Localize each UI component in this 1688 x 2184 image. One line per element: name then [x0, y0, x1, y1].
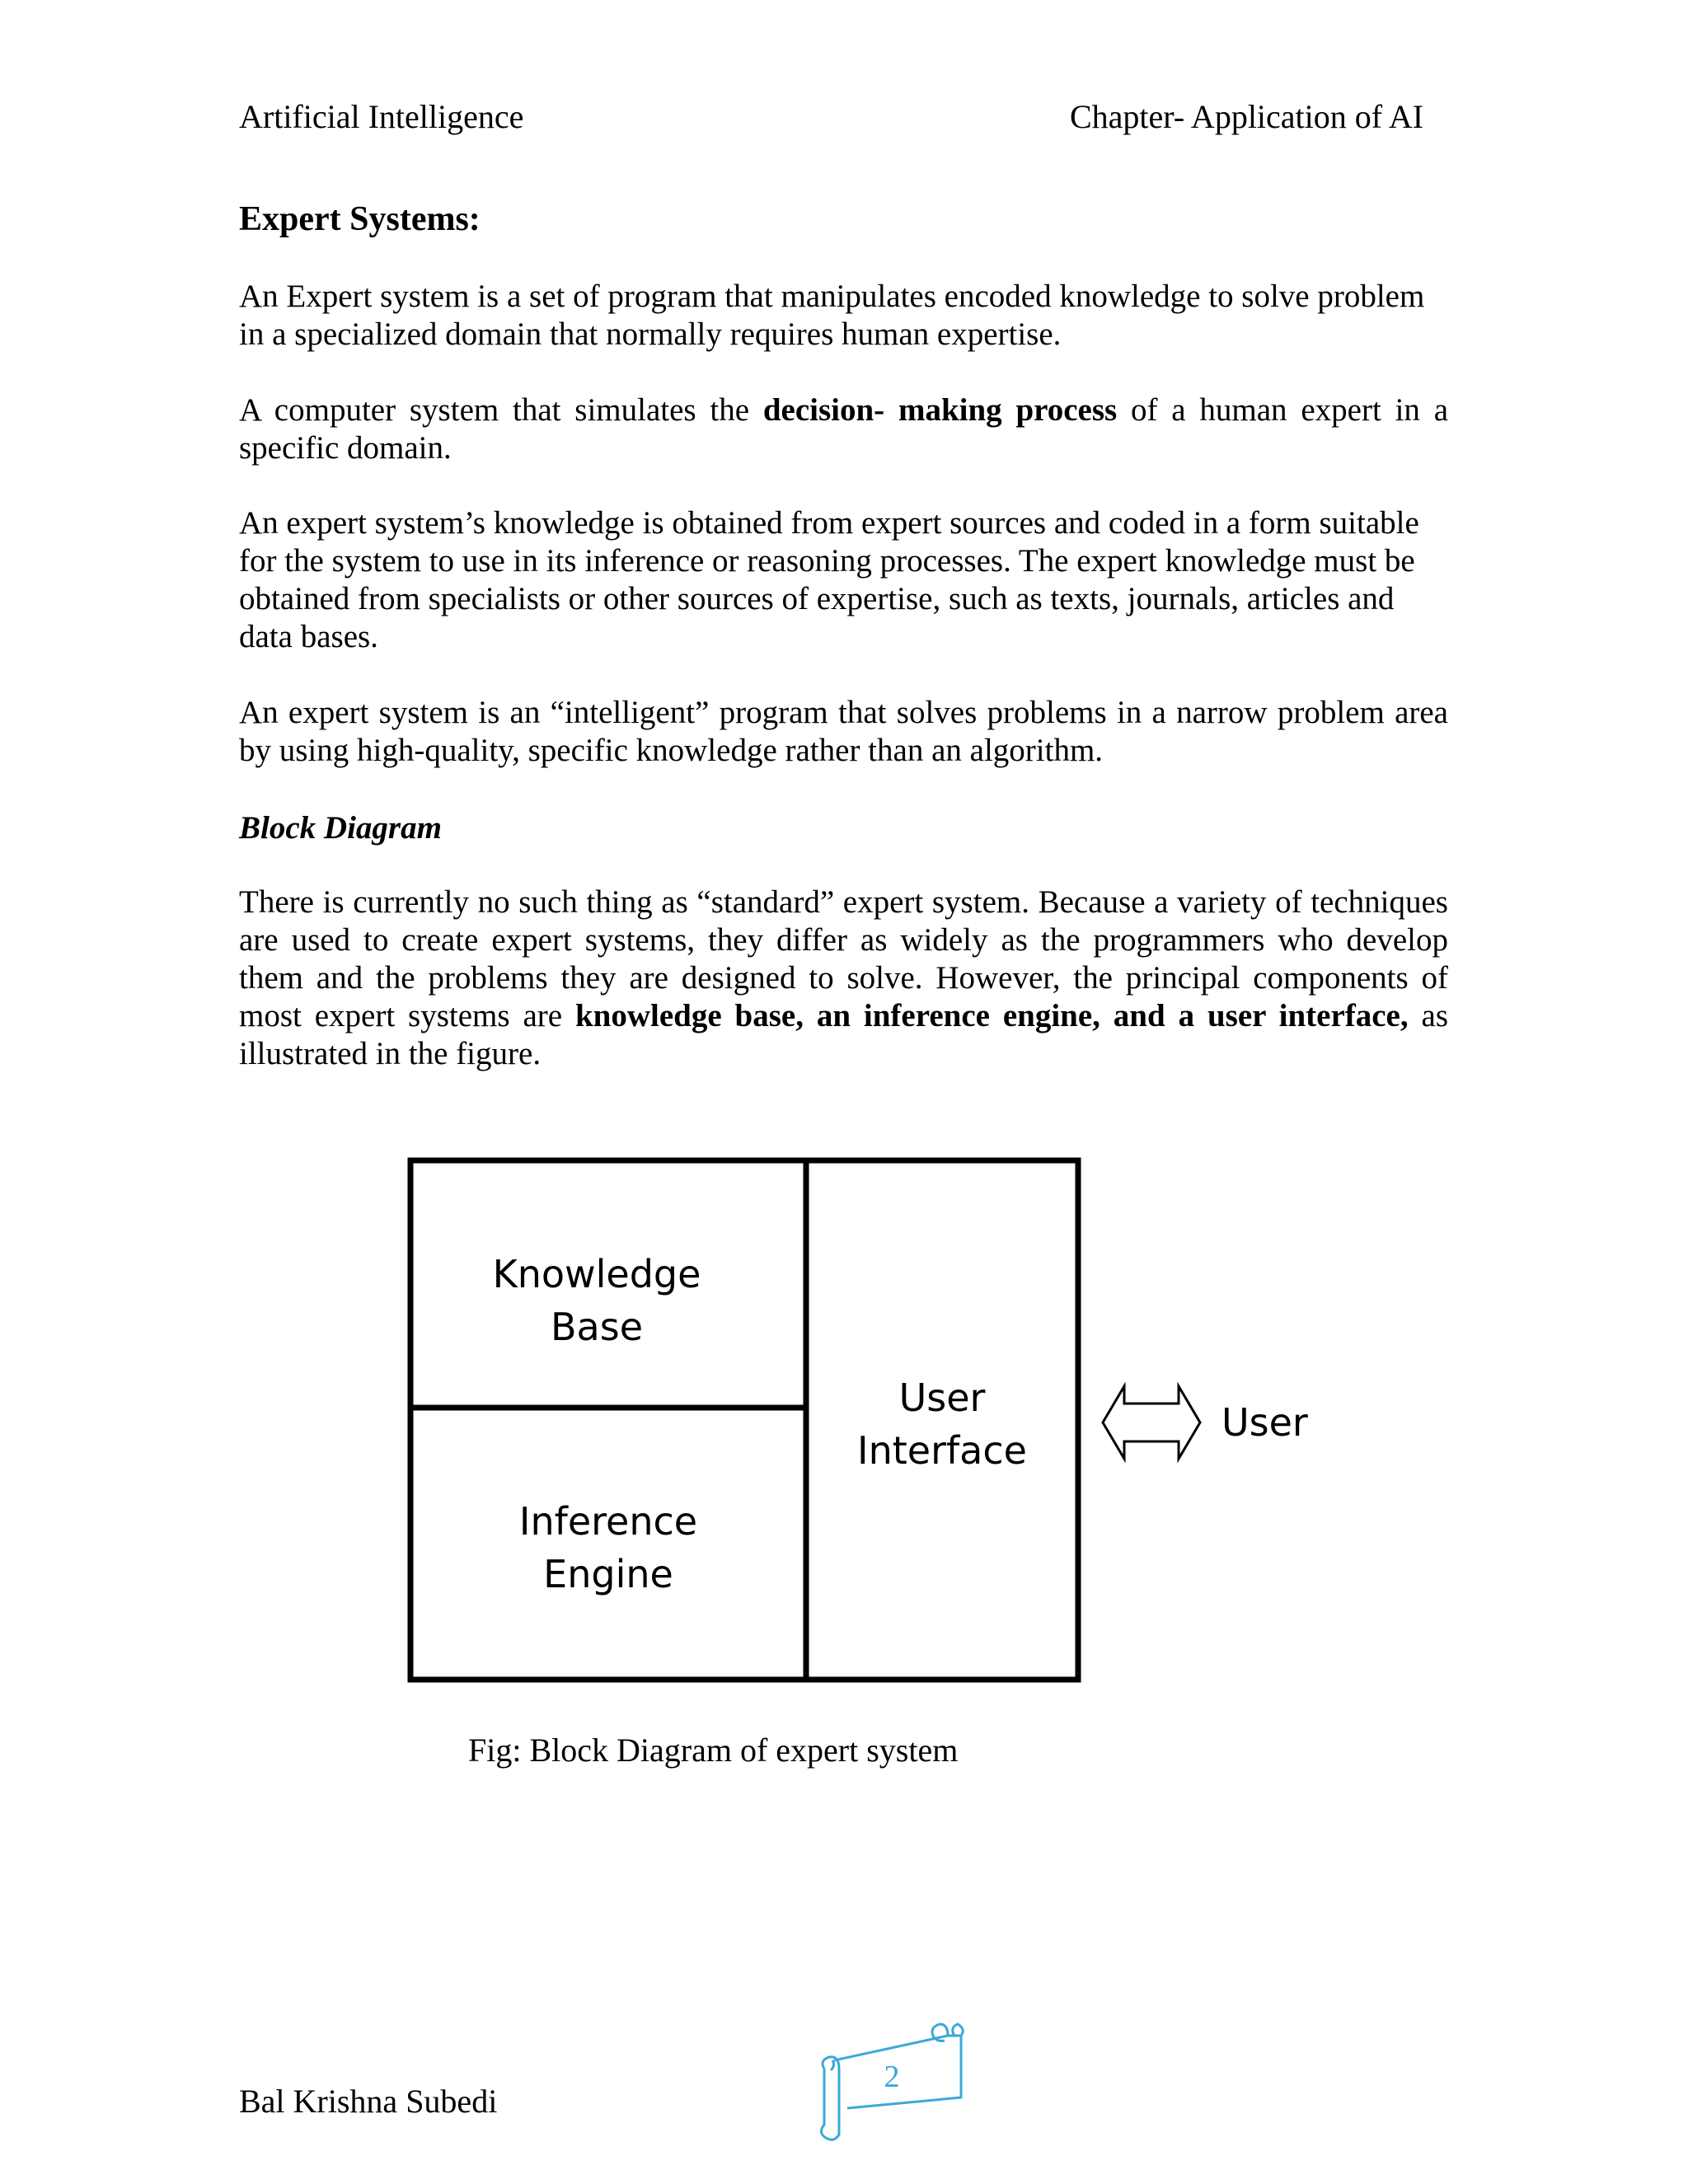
- paragraph-intelligent-program: An expert system is an “intelligent” program that solves problems in a narrow problem area by using high-quality, specific knowledge rather than an algorithm.: [239, 695, 1448, 768]
- paragraph-definition: An Expert system is a set of program that manipulates encoded knowledge to solve problem in a specialized domain that normally requires human expertise.: [239, 279, 1425, 352]
- figure-caption: Fig: Block Diagram of expert system: [468, 1732, 959, 1769]
- subheading-block-diagram: Block Diagram: [239, 810, 442, 846]
- paragraph-components-text-a: There is currently no such thing as “standard” expert system. Because a variety of techniques are used to create expert systems, they differ as widely as the programmers who develop them and the problems they are designed to solve. However, the principal components of most expert systems are: [239, 884, 1448, 1033]
- diagram-outer-box: [410, 1160, 1078, 1680]
- page-number: 2: [884, 2060, 900, 2094]
- knowledge-base-label-2: Base: [550, 1305, 644, 1349]
- paragraph-components-bold: knowledge base, an inference engine, and a user interface,: [574, 998, 1409, 1033]
- user-interface-label-1: User: [898, 1376, 986, 1420]
- paragraph-components-text-b: as illustrated in the figure.: [239, 998, 1448, 1071]
- inference-engine-label-2: Engine: [543, 1552, 673, 1596]
- footer-author: Bal Krishna Subedi: [239, 2083, 498, 2120]
- header-left: Artificial Intelligence: [239, 98, 524, 135]
- double-arrow-icon: [1103, 1386, 1200, 1459]
- header-right: Chapter- Application of AI: [1070, 98, 1424, 135]
- paragraph-simulation-text-b: of a human expert in a specific domain.: [239, 392, 1449, 466]
- paragraph-simulation-bold: decision- making process: [762, 392, 1118, 428]
- paragraph-knowledge-source: An expert system’s knowledge is obtained from expert sources and coded in a form suitable for the system to use in its inference or reasoning processes. The expert knowledge must be obtained from specialists or other sources of expertise, such as texts, journals, articles and data bases.: [239, 505, 1419, 654]
- inference-engine-label-1: Inference: [518, 1499, 698, 1544]
- paragraph-simulation-text-a: A computer system that simulates the: [239, 392, 763, 428]
- section-title: Expert Systems:: [239, 200, 481, 238]
- user-interface-label-2: Interface: [857, 1428, 1027, 1473]
- user-label: User: [1221, 1400, 1308, 1445]
- knowledge-base-label-1: Knowledge: [492, 1252, 701, 1296]
